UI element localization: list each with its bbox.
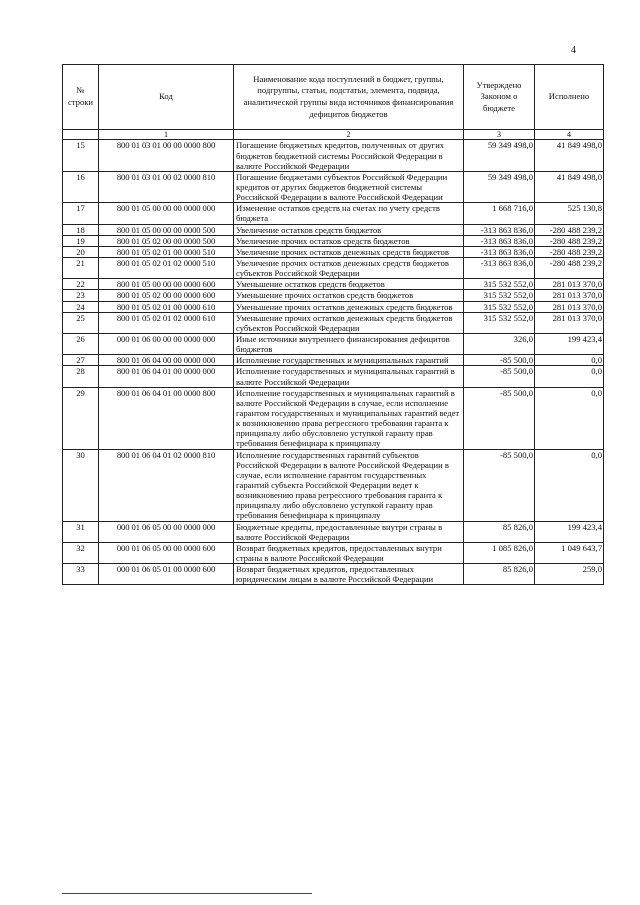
row-number: 15 xyxy=(63,140,99,171)
table-row xyxy=(63,257,604,278)
row-name: Уменьшение остатков средств бюджетов xyxy=(234,279,464,290)
row-executed: 199 423,4 xyxy=(535,521,604,542)
row-approved: 315 532 552,0 xyxy=(464,301,535,312)
row-approved: -85 500,0 xyxy=(464,366,535,387)
table-row xyxy=(63,246,604,257)
row-approved: -85 500,0 xyxy=(464,449,535,521)
row-number: 31 xyxy=(63,521,99,542)
row-approved: 1 085 826,0 xyxy=(464,542,535,563)
table-row xyxy=(63,203,604,224)
row-executed: 41 849 498,0 xyxy=(535,171,604,202)
row-code: 000 01 06 05 00 00 0000 600 xyxy=(99,542,234,563)
table-row xyxy=(63,171,604,202)
row-name: Исполнение государственных гарантий субъектов Российской Федерации в валюте Российской Федерации в случае, если исполнение гарантом государственных гарантий субъекта Российской Федерации ведет к возникновению права регрессного требования гаранта к принципалу либо обусловлено уступкой гаранту прав требования бенефициара к принципалу xyxy=(234,449,464,521)
row-name: Уменьшение прочих остатков средств бюджетов xyxy=(234,290,464,301)
row-number: 22 xyxy=(63,279,99,290)
row-number: 29 xyxy=(63,387,99,449)
row-approved: 85 826,0 xyxy=(464,521,535,542)
row-approved: 326,0 xyxy=(464,333,535,354)
row-number: 32 xyxy=(63,542,99,563)
row-code: 800 01 05 02 01 00 0000 510 xyxy=(99,246,234,257)
row-executed: 281 013 370,0 xyxy=(535,279,604,290)
header-name: Наименование кода поступлений в бюджет, группы, подгруппы, статьи, подстатьи, элемента, подвида, аналитической группы вида источников финансирования дефицитов бюджетов xyxy=(234,65,464,130)
row-code: 000 01 06 05 00 00 0000 000 xyxy=(99,521,234,542)
row-number: 28 xyxy=(63,366,99,387)
row-code: 800 01 03 01 00 02 0000 810 xyxy=(99,171,234,202)
table-row xyxy=(63,301,604,312)
row-executed: 0,0 xyxy=(535,387,604,449)
row-executed: 41 849 498,0 xyxy=(535,140,604,171)
table-row xyxy=(63,140,604,171)
row-number: 30 xyxy=(63,449,99,521)
row-approved: -313 863 836,0 xyxy=(464,235,535,246)
row-number: 25 xyxy=(63,312,99,333)
row-name: Возврат бюджетных кредитов, предоставленных внутри страны в валюте Российской Федерации xyxy=(234,542,464,563)
row-executed: 525 130,8 xyxy=(535,203,604,224)
row-executed: 281 013 370,0 xyxy=(535,290,604,301)
row-code: 800 01 05 00 00 00 0000 600 xyxy=(99,279,234,290)
row-number: 33 xyxy=(63,564,99,585)
header-code: Код xyxy=(99,65,234,130)
row-executed: 0,0 xyxy=(535,449,604,521)
table-row xyxy=(63,290,604,301)
row-code: 800 01 06 04 00 00 0000 000 xyxy=(99,355,234,366)
page-number: 4 xyxy=(571,45,576,56)
header-approved: Утверждено Законом о бюджете xyxy=(464,65,535,130)
row-approved: -85 500,0 xyxy=(464,355,535,366)
row-name: Увеличение прочих остатков денежных средств бюджетов xyxy=(234,246,464,257)
table-row xyxy=(63,564,604,585)
row-executed: 199 423,4 xyxy=(535,333,604,354)
row-code: 800 01 05 02 01 00 0000 610 xyxy=(99,301,234,312)
column-number-row xyxy=(63,130,604,140)
column-number: 3 xyxy=(464,130,535,140)
row-executed: 1 049 643,7 xyxy=(535,542,604,563)
row-approved: 315 532 552,0 xyxy=(464,312,535,333)
row-number: 24 xyxy=(63,301,99,312)
column-number xyxy=(63,130,99,140)
table-row xyxy=(63,387,604,449)
row-name: Увеличение остатков средств бюджетов xyxy=(234,224,464,235)
row-approved: -313 863 836,0 xyxy=(464,224,535,235)
table-row xyxy=(63,224,604,235)
header-row-no: № строки xyxy=(63,65,99,130)
row-name: Изменение остатков средств на счетах по учету средств бюджета xyxy=(234,203,464,224)
row-number: 23 xyxy=(63,290,99,301)
table-row xyxy=(63,542,604,563)
row-executed: 281 013 370,0 xyxy=(535,301,604,312)
row-name: Погашение бюджетами субъектов Российской Федерации кредитов от других бюджетов бюджетной системы Российской Федерации в валюте Российской Федерации xyxy=(234,171,464,202)
table-row xyxy=(63,355,604,366)
column-number: 4 xyxy=(535,130,604,140)
row-number: 19 xyxy=(63,235,99,246)
row-name: Исполнение государственных и муниципальных гарантий xyxy=(234,355,464,366)
table-row xyxy=(63,333,604,354)
column-number: 2 xyxy=(234,130,464,140)
row-code: 800 01 06 04 01 00 0000 000 xyxy=(99,366,234,387)
row-name: Возврат бюджетных кредитов, предоставленных юридическим лицам в валюте Российской Федерации xyxy=(234,564,464,585)
row-code: 000 01 06 05 01 00 0000 600 xyxy=(99,564,234,585)
row-name: Исполнение государственных и муниципальных гарантий в валюте Российской Федерации в случае, если исполнение гарантом государственных и муниципальных гарантий ведет к возникновению права регрессного требования гаранта к принципалу либо обусловлено уступкой гаранту прав требования бенефициара к принципалу xyxy=(234,387,464,449)
row-approved: 85 826,0 xyxy=(464,564,535,585)
row-code: 800 01 05 02 01 02 0000 610 xyxy=(99,312,234,333)
row-approved: 59 349 498,0 xyxy=(464,140,535,171)
footer-divider xyxy=(62,893,312,894)
table-row xyxy=(63,312,604,333)
row-name: Исполнение государственных и муниципальных гарантий в валюте Российской Федерации xyxy=(234,366,464,387)
row-code: 800 01 05 00 00 00 0000 000 xyxy=(99,203,234,224)
row-name: Увеличение прочих остатков денежных средств бюджетов субъектов Российской Федерации xyxy=(234,257,464,278)
row-executed: 281 013 370,0 xyxy=(535,312,604,333)
row-code: 800 01 06 04 01 02 0000 810 xyxy=(99,449,234,521)
row-name: Иные источники внутреннего финансирования дефицитов бюджетов xyxy=(234,333,464,354)
row-approved: -313 863 836,0 xyxy=(464,246,535,257)
row-executed: -280 488 239,2 xyxy=(535,246,604,257)
row-number: 26 xyxy=(63,333,99,354)
header-executed: Исполнено xyxy=(535,65,604,130)
row-executed: 0,0 xyxy=(535,366,604,387)
row-approved: 59 349 498,0 xyxy=(464,171,535,202)
row-name: Уменьшение прочих остатков денежных средств бюджетов xyxy=(234,301,464,312)
row-code: 800 01 05 02 00 00 0000 600 xyxy=(99,290,234,301)
row-name: Уменьшение прочих остатков денежных средств бюджетов субъектов Российской Федерации xyxy=(234,312,464,333)
row-code: 000 01 06 00 00 00 0000 000 xyxy=(99,333,234,354)
row-code: 800 01 05 00 00 00 0000 500 xyxy=(99,224,234,235)
row-approved: 315 532 552,0 xyxy=(464,290,535,301)
table-row xyxy=(63,449,604,521)
row-approved: 1 668 716,0 xyxy=(464,203,535,224)
row-code: 800 01 05 02 01 02 0000 510 xyxy=(99,257,234,278)
row-number: 27 xyxy=(63,355,99,366)
header-row xyxy=(63,65,604,130)
row-executed: -280 488 239,2 xyxy=(535,257,604,278)
row-number: 18 xyxy=(63,224,99,235)
sources-table xyxy=(62,64,604,585)
row-number: 17 xyxy=(63,203,99,224)
row-code: 800 01 03 01 00 00 0000 800 xyxy=(99,140,234,171)
row-name: Бюджетные кредиты, предоставленные внутри страны в валюте Российской Федерации xyxy=(234,521,464,542)
row-code: 800 01 05 02 00 00 0000 500 xyxy=(99,235,234,246)
table-row xyxy=(63,235,604,246)
row-number: 20 xyxy=(63,246,99,257)
table-row xyxy=(63,279,604,290)
row-number: 21 xyxy=(63,257,99,278)
row-executed: 259,0 xyxy=(535,564,604,585)
row-approved: -313 863 836,0 xyxy=(464,257,535,278)
table-row xyxy=(63,521,604,542)
row-code: 800 01 06 04 01 00 0000 800 xyxy=(99,387,234,449)
row-executed: 0,0 xyxy=(535,355,604,366)
row-approved: -85 500,0 xyxy=(464,387,535,449)
row-approved: 315 532 552,0 xyxy=(464,279,535,290)
row-executed: -280 488 239,2 xyxy=(535,224,604,235)
column-number: 1 xyxy=(99,130,234,140)
table-row xyxy=(63,366,604,387)
row-number: 16 xyxy=(63,171,99,202)
row-executed: -280 488 239,2 xyxy=(535,235,604,246)
row-name: Погашение бюджетных кредитов, полученных от других бюджетов бюджетной системы Российской Федерации в валюте Российской Федерации xyxy=(234,140,464,171)
row-name: Увеличение прочих остатков средств бюджетов xyxy=(234,235,464,246)
